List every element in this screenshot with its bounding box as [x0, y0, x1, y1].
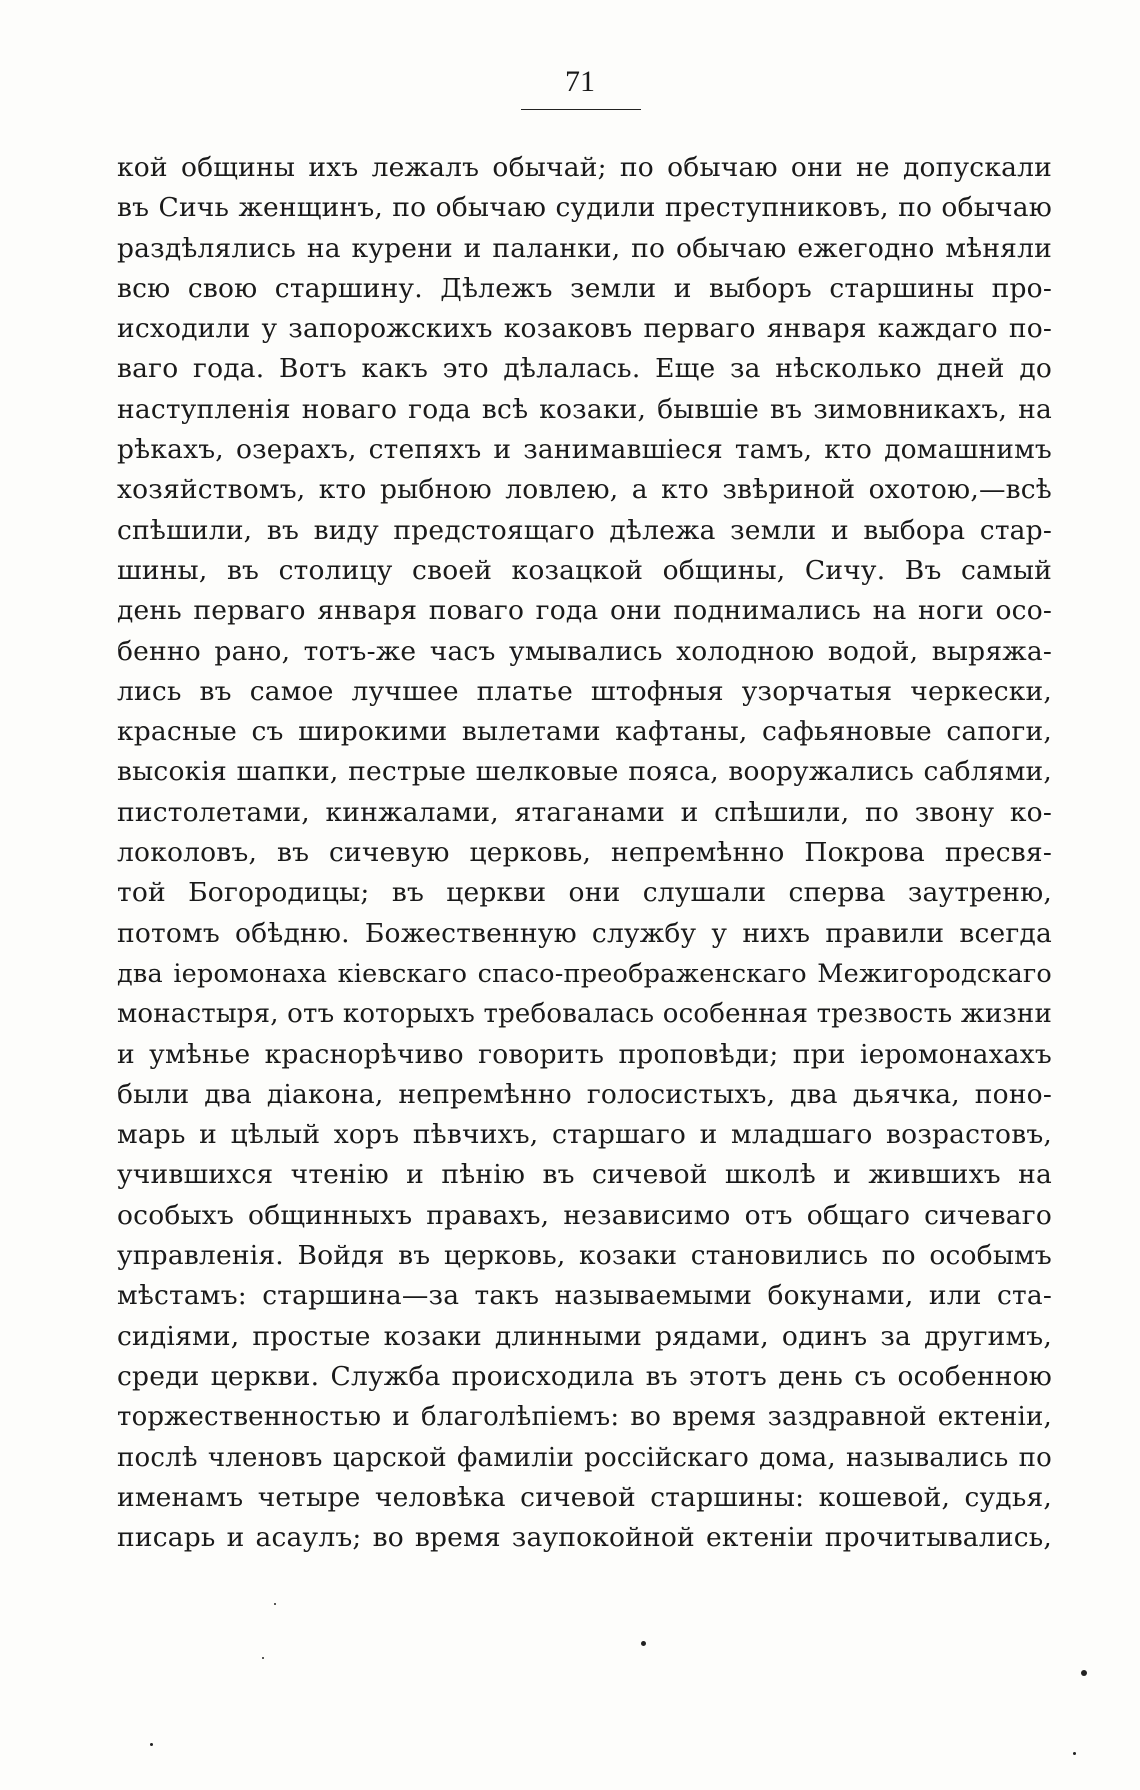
text-line: послѣ членовъ царской фамиліи россійскаго дома, назывались по [117, 1442, 1052, 1473]
text-line: раздѣлялись на курени и паланки, по обычаю ежегодно мѣняли [117, 232, 1052, 264]
text-line: ваго года. Вотъ какъ это дѣлалась. Еще за нѣсколько дней до [117, 353, 1052, 385]
text-line: бенно рано, тотъ-же часъ умывались холодною водой, выряжа- [117, 635, 1052, 667]
scan-speck [641, 1641, 646, 1646]
text-line: высокія шапки, пестрые шелковые пояса, вооружались саблями, [117, 756, 1052, 788]
text-line: спѣшили, въ виду предстоящаго дѣлежа земли и выбора стар- [117, 514, 1052, 546]
text-line: марь и цѣлый хоръ пѣвчихъ, старшаго и младшаго возрастовъ, [117, 1119, 1052, 1151]
text-line: торжественностью и благолѣпіемъ: во время заздравной ектеніи, [117, 1402, 1052, 1433]
text-line: учившихся чтенію и пѣнію въ сичевой школѣ и жившихъ на [117, 1159, 1052, 1191]
text-line: локоловъ, въ сичевую церковь, непремѣнно Покрова пресвя- [117, 837, 1052, 869]
text-line: наступленія новаго года всѣ козаки, бывшіе въ зимовникахъ, на [117, 393, 1052, 425]
text-line: пистолетами, кинжалами, ятаганами и спѣшили, по звону ко- [117, 796, 1052, 828]
text-line: именамъ четыре человѣка сичевой старшины: кошевой, судья, [117, 1481, 1052, 1513]
text-line: среди церкви. Служба происходила въ этотъ день съ особенною [117, 1360, 1052, 1392]
text-line: были два діакона, непремѣнно голосистыхъ, два дьячка, поно- [117, 1078, 1052, 1110]
text-line: монастыря, отъ которыхъ требовалась особенная трезвость жизни [117, 999, 1052, 1030]
scan-speck [1081, 1670, 1087, 1676]
text-line: рѣкахъ, озерахъ, степяхъ и занимавшіеся тамъ, кто домашнимъ [117, 434, 1052, 466]
text-line: исходили у запорожскихъ козаковъ перваго января каждаго по- [117, 313, 1052, 345]
page-number-rule [521, 109, 641, 110]
text-line: писарь и асаулъ; во время заупокойной ектеніи прочитывались, [117, 1522, 1052, 1554]
text-line: той Богородицы; въ церкви они слушали сперва заутреню, [117, 877, 1052, 909]
body-text [117, 148, 1052, 1558]
page-number: 71 [565, 65, 595, 98]
scan-speck [1073, 1752, 1076, 1755]
text-line: красные съ широкими вылетами кафтаны, сафьяновые сапоги, [117, 716, 1052, 748]
text-line: мѣстамъ: старшина—за такъ называемыми бокунами, или ста- [117, 1280, 1052, 1312]
text-line: и умѣнье краснорѣчиво говорить проповѣди; при іеромонахахъ [117, 1038, 1052, 1070]
text-line: сидіями, простые козаки длинными рядами, одинъ за другимъ, [117, 1320, 1052, 1352]
text-line: хозяйствомъ, кто рыбною ловлею, а кто звѣриной охотою,—всѣ [117, 474, 1052, 506]
text-line: управленія. Войдя въ церковь, козаки становились по особымъ [117, 1240, 1052, 1272]
text-line: два іеромонаха кіевскаго спасо-преображенскаго Межигородскаго [117, 958, 1052, 989]
text-line: кой общины ихъ лежалъ обычай; по обычаю они не допускали [117, 152, 1052, 183]
scan-speck [262, 1657, 264, 1659]
text-line: потомъ обѣдню. Божественную службу у нихъ правили всегда [117, 917, 1052, 949]
text-line: день перваго января поваго года они поднимались на ноги осо- [117, 595, 1052, 627]
scan-speck [150, 1743, 153, 1746]
text-line: особыхъ общинныхъ правахъ, независимо отъ общаго сичеваго [117, 1199, 1052, 1231]
text-line: лись въ самое лучшее платье штофныя узорчатыя черкески, [117, 675, 1052, 707]
scan-speck [274, 1603, 276, 1605]
text-line: шины, въ столицу своей козацкой общины, Сичу. Въ самый [117, 554, 1052, 586]
text-line: всю свою старшину. Дѣлежъ земли и выборъ старшины про- [117, 272, 1052, 304]
text-line: въ Сичь женщинъ, по обычаю судили преступниковъ, по обычаю [117, 192, 1052, 224]
